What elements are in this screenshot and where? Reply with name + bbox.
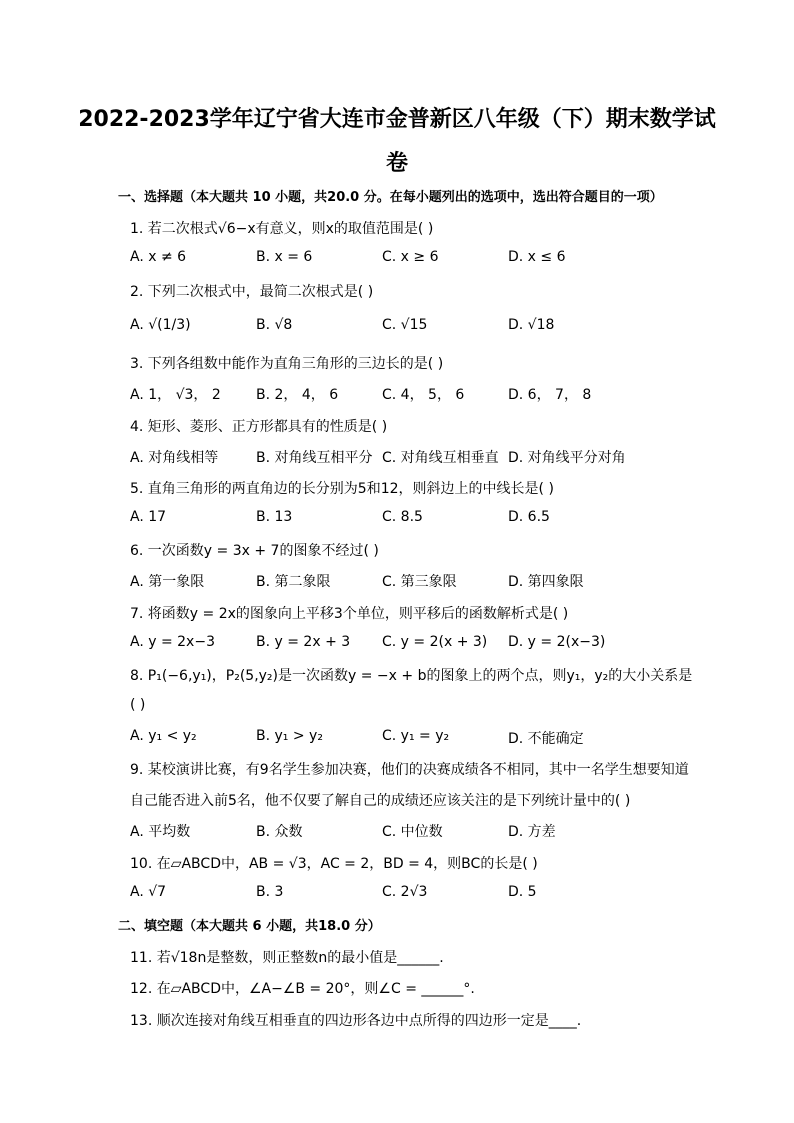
option-a: A. y = 2x−3 xyxy=(130,634,215,650)
option-b: B. y₁ > y₂ xyxy=(256,728,323,744)
option-c: C. 对角线互相垂直 xyxy=(382,450,499,466)
question-9: 9. 某校演讲比赛，有9名学生参加决赛，他们的决赛成绩各不相同，其中一名学生想要知道 xyxy=(130,762,689,778)
question-12: 12. 在▱ABCD中，∠A−∠B = 20°，则∠C = ______°. xyxy=(130,981,475,997)
question-2: 2. 下列二次根式中，最简二次根式是( ) xyxy=(130,284,374,300)
option-d: D. 不能确定 xyxy=(508,731,584,747)
options-8 xyxy=(130,728,690,748)
option-a: A. 第一象限 xyxy=(130,574,205,590)
option-d: D. √18 xyxy=(508,317,555,333)
option-d: D. 5 xyxy=(508,884,537,900)
option-d: D. 6， 7， 8 xyxy=(508,387,592,403)
question-13: 13. 顺次连接对角线互相垂直的四边形各边中点所得的四边形一定是____. xyxy=(130,1013,582,1029)
option-a: A. 17 xyxy=(130,509,167,525)
question-6: 6. 一次函数y = 3x + 7的图象不经过( ) xyxy=(130,543,379,559)
question-4: 4. 矩形、菱形、正方形都具有的性质是( ) xyxy=(130,419,388,435)
option-c: C. 4， 5， 6 xyxy=(382,387,465,403)
options-3 xyxy=(130,384,690,404)
option-d: D. 6.5 xyxy=(508,509,550,525)
exam-title-line1: 2022-2023学年辽宁省大连市金普新区八年级（下）期末数学试 xyxy=(78,107,716,132)
question-10: 10. 在▱ABCD中，AB = √3，AC = 2，BD = 4，则BC的长是( ) xyxy=(130,856,538,872)
option-c: C. 8.5 xyxy=(382,509,423,525)
options-1 xyxy=(130,249,690,269)
question-1: 1. 若二次根式√6−x有意义，则x的取值范围是( ) xyxy=(130,221,434,237)
options-6 xyxy=(130,571,690,591)
option-c: C. 第三象限 xyxy=(382,574,457,590)
options-10 xyxy=(130,884,690,904)
options-4 xyxy=(130,447,690,467)
exam-title-line2: 卷 xyxy=(385,151,408,176)
options-5 xyxy=(130,509,690,529)
option-c: C. 中位数 xyxy=(382,824,443,840)
option-a: A. 对角线相等 xyxy=(130,450,219,466)
options-2 xyxy=(130,317,690,337)
section-heading-choice: 一、选择题（本大题共 10 小题，共20.0 分。在每小题列出的选项中，选出符合题目的一项） xyxy=(118,190,663,205)
option-b: B. 2， 4， 6 xyxy=(256,387,339,403)
option-c: C. 2√3 xyxy=(382,884,428,900)
option-b: B. 3 xyxy=(256,884,284,900)
option-d: D. 对角线平分对角 xyxy=(508,450,626,466)
option-b: B. x = 6 xyxy=(256,249,313,265)
options-9 xyxy=(130,821,690,841)
option-a: A. 1， √3， 2 xyxy=(130,387,221,403)
option-b: B. 13 xyxy=(256,509,293,525)
option-b: B. 众数 xyxy=(256,824,303,840)
question-7: 7. 将函数y = 2x的图象向上平移3个单位，则平移后的函数解析式是( ) xyxy=(130,606,569,622)
question-5: 5. 直角三角形的两直角边的长分别为5和12，则斜边上的中线长是( ) xyxy=(130,481,554,497)
option-d: D. x ≤ 6 xyxy=(508,249,566,265)
option-b: B. 第二象限 xyxy=(256,574,331,590)
question-9-continued: 自己能否进入前5名，他不仅要了解自己的成绩还应该关注的是下列统计量中的( ) xyxy=(130,793,631,809)
option-c: C. √15 xyxy=(382,317,428,333)
exam-title xyxy=(60,98,734,186)
option-b: B. 对角线互相平分 xyxy=(256,450,373,466)
question-11: 11. 若√18n是整数，则正整数n的最小值是______. xyxy=(130,950,444,966)
question-8-continued: ( ) xyxy=(130,697,146,713)
option-c: C. y₁ = y₂ xyxy=(382,728,450,744)
question-8: 8. P₁(−6,y₁)，P₂(5,y₂)是一次函数y = −x + b的图象上的两个点，则y₁，y₂的大小关系是 xyxy=(130,668,693,684)
option-c: C. x ≥ 6 xyxy=(382,249,439,265)
option-a: A. 平均数 xyxy=(130,824,191,840)
section-heading-fill: 二、填空题（本大题共 6 小题，共18.0 分） xyxy=(118,919,381,934)
option-a: A. x ≠ 6 xyxy=(130,249,187,265)
option-d: D. 第四象限 xyxy=(508,574,584,590)
option-b: B. y = 2x + 3 xyxy=(256,634,351,650)
question-3: 3. 下列各组数中能作为直角三角形的三边长的是( ) xyxy=(130,356,444,372)
option-c: C. y = 2(x + 3) xyxy=(382,634,488,650)
option-a: A. √(1/3) xyxy=(130,317,191,333)
option-d: D. y = 2(x−3) xyxy=(508,634,606,650)
option-a: A. y₁ < y₂ xyxy=(130,728,197,744)
option-d: D. 方差 xyxy=(508,824,556,840)
options-7 xyxy=(130,634,690,654)
option-b: B. √8 xyxy=(256,317,293,333)
option-a: A. √7 xyxy=(130,884,167,900)
